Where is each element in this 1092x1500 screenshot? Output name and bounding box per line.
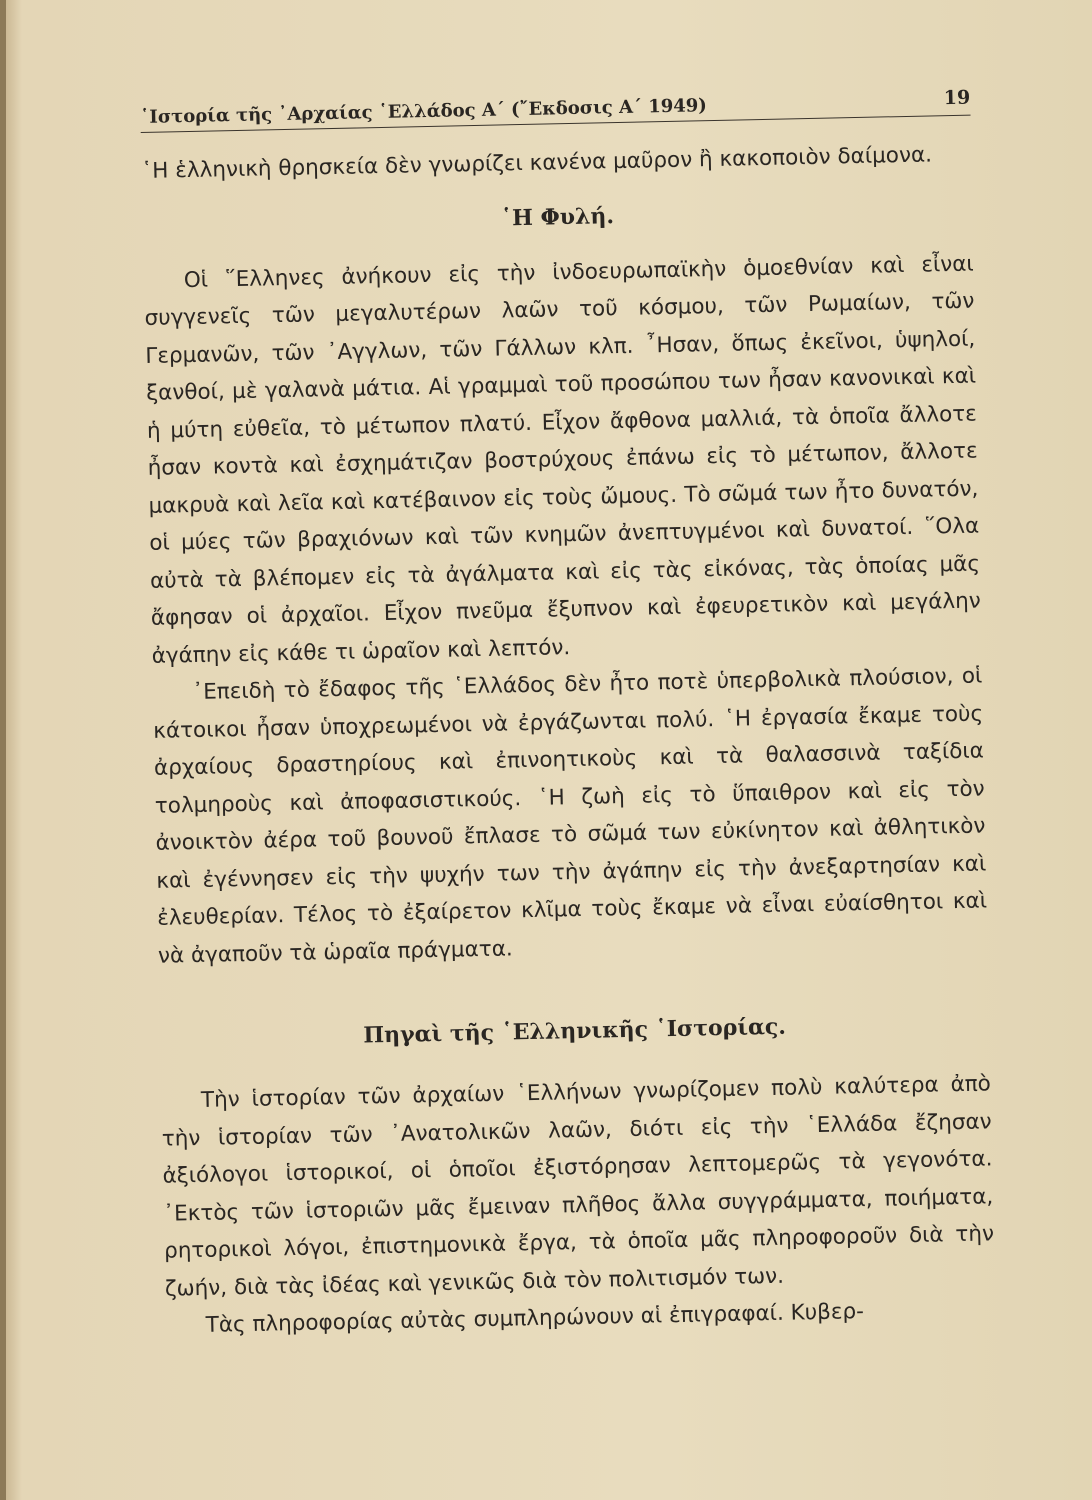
running-header-title: ῾Ιστορία τῆς ᾿Αρχαίας ῾Ελλάδος Α΄ (῎Εκδοσις Α΄ 1949): [140, 95, 708, 128]
sources-paragraph-1: Τὴν ἱστορίαν τῶν ἀρχαίων ῾Ελλήνων γνωρίζομεν πολὺ καλύτερα ἀπὸ τὴν ἱστορίαν τῶν ᾿Ανατολικῶν λαῶν, διότι εἰς τὴν ῾Ελλάδα ἔζησαν ἀξιόλογοι ἱστορικοί, οἱ ὁποῖοι ἐξιστόρησαν λεπτομερῶς τὰ γεγονότα. ᾿Εκτὸς τῶν ἱστοριῶν μᾶς ἔμειναν πλῆθος ἄλλα συγγράμματα, ποιήματα, ρητορικοὶ λόγοι, ἐπιστημονικὰ ἔργα, τὰ ὁποῖα μᾶς πληροφοροῦν διὰ τὴν ζωήν, διὰ τὰς ἰδέας καὶ γενικῶς διὰ τὸν πολιτισμόν των.: [161, 1071, 995, 1302]
section-heading-race: ῾Η Φυλή.: [500, 202, 615, 231]
page-number: 19: [943, 86, 971, 110]
running-header: [140, 81, 971, 133]
page-content: [140, 81, 996, 1346]
race-paragraph-2: ᾿Επειδὴ τὸ ἔδαφος τῆς ῾Ελλάδος δὲν ἦτο ποτὲ ὑπερβολικὰ πλούσιον, οἱ κάτοικοι ἦσαν ὑποχρεωμένοι νὰ ἐργάζωνται πολύ. ῾Η ἐργασία ἔκαμε τοὺς ἀρχαίους δραστηρίους καὶ ἐπινοητικοὺς καὶ τὰ θαλασσινὰ ταξίδια τολμηροὺς καὶ ἀποφασιστικούς. ῾Η ζωὴ εἰς τὸ ὕπαιθρον καὶ εἰς τὸν ἀνοικτὸν ἀέρα τοῦ βουνοῦ ἔπλασε τὸ σῶμά των εὐκίνητον καὶ ἀθλητικὸν καὶ ἐγέννησεν εἰς τὴν ψυχήν των τὴν ἀγάπην εἰς τὴν ἀνεξαρτησίαν καὶ ἐλευθερίαν. Τέλος τὸ ἐξαίρετον κλῖμα τοὺς ἔκαμε νὰ εἶναι εὐαίσθητοι καὶ νὰ ἀγαποῦν τὰ ὡραῖα πράγματα.: [152, 663, 988, 969]
section-heading-sources: Πηγαὶ τῆς ῾Ελληνικῆς ῾Ιστορίας.: [363, 1013, 787, 1049]
intro-paragraph: ῾Η ἑλληνικὴ θρησκεία δὲν γνωρίζει κανένα μαῦρον ἢ κακοποιὸν δαίμονα.: [141, 142, 933, 184]
sources-paragraph-2: Τὰς πληροφορίας αὐτὰς συμπληρώνουν αἱ ἐπιγραφαί. Κυβερ-: [205, 1299, 865, 1338]
page-spine-shadow: [0, 0, 6, 1500]
race-paragraph-1: Οἱ ῞Ελληνες ἀνήκουν εἰς τὴν ἰνδοευρωπαϊκὴν ὁμοεθνίαν καὶ εἶναι συγγενεῖς τῶν μεγαλυτέρων λαῶν τοῦ κόσμου, τῶν Ρωμαίων, τῶν Γερμανῶν, τῶν ᾿Αγγλων, τῶν Γάλλων κλπ. ῏Ησαν, ὅπως ἐκεῖνοι, ὑψηλοί, ξανθοί, μὲ γαλανὰ μάτια. Αἱ γραμμαὶ τοῦ προσώπου των ἦσαν κανονικαὶ καὶ ἡ μύτη εὐθεῖα, τὸ μέτωπον πλατύ. Εἶχον ἄφθονα μαλλιά, τὰ ὁποῖα ἄλλοτε ἦσαν κοντὰ καὶ ἐσχημάτιζαν βοστρύχους ἐπάνω εἰς τὸ μέτωπον, ἄλλοτε μακρυὰ καὶ λεῖα καὶ κατέβαινον εἰς τοὺς ὤμους. Τὸ σῶμά των ἦτο δυνατόν, οἱ μύες τῶν βραχιόνων καὶ τῶν κνημῶν ἀνεπτυγμένοι καὶ δυνατοί. ῞Ολα αὐτὰ τὰ βλέπομεν εἰς τὰ ἀγάλματα καὶ εἰς τὰς εἰκόνας, τὰς ὁποίας μᾶς ἄφησαν οἱ ἀρχαῖοι. Εἶχον πνεῦμα ἔξυπνον καὶ ἐφευρετικὸν καὶ μεγάλην ἀγάπην εἰς κάθε τι ὡραῖον καὶ λεπτόν.: [144, 251, 981, 669]
